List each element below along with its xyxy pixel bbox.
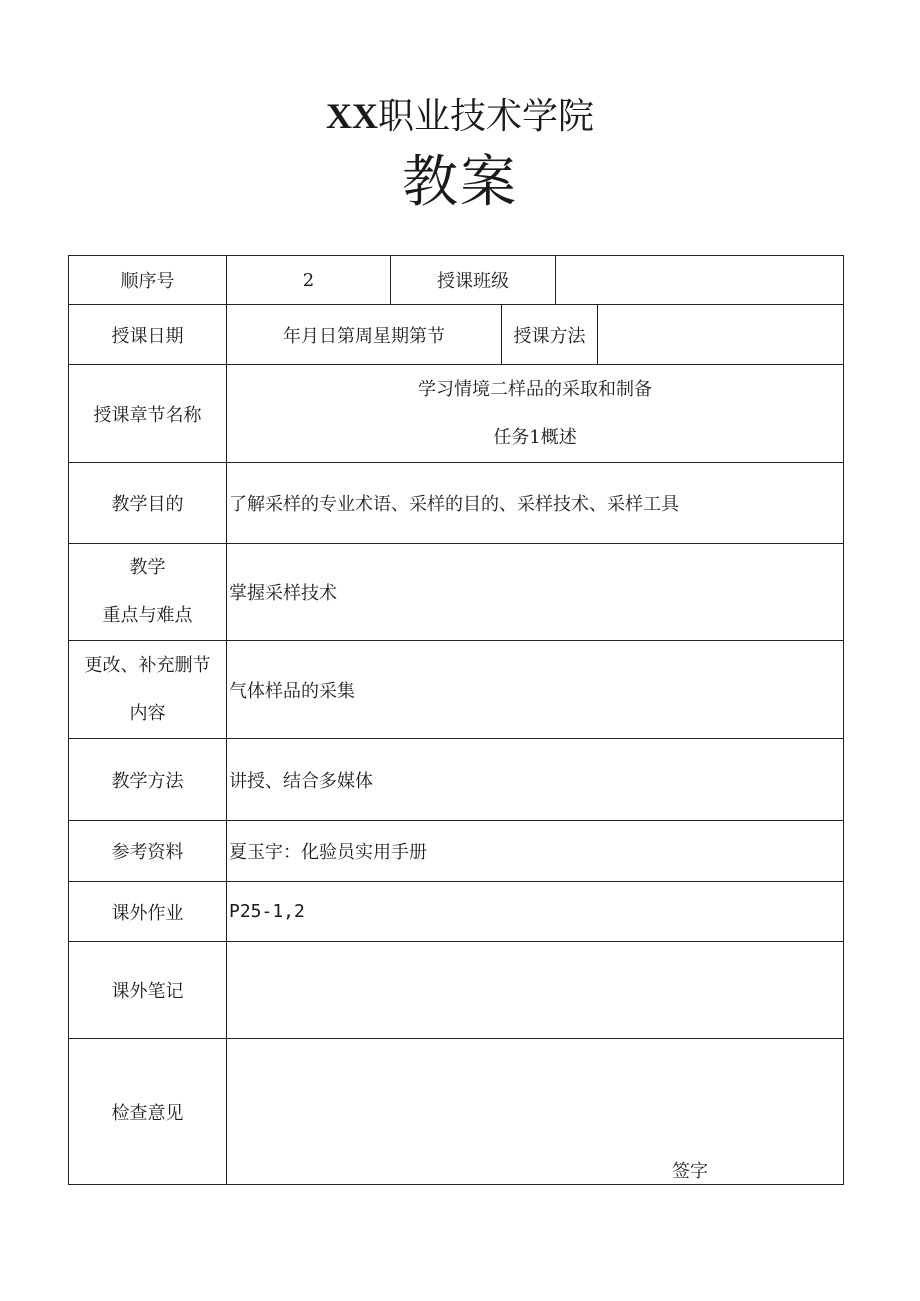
ref-label: 参考资料 (111, 842, 184, 863)
notes-value[interactable] (226, 942, 843, 1038)
chapter-line-2: 任务1概述 (493, 426, 577, 448)
chapter-value[interactable] (226, 365, 843, 462)
row-teaching-method (69, 739, 843, 821)
seq-value[interactable]: 2 (226, 256, 390, 304)
method-label: 授课方法 (501, 305, 597, 364)
row-sequence (69, 256, 843, 305)
review-label: 检查意见 (111, 1102, 184, 1124)
goal-label: 教学目的 (111, 494, 184, 515)
document-title: 教案 (402, 150, 518, 215)
row-notes (69, 942, 843, 1039)
key-label-line-1: 教学 (129, 557, 166, 578)
class-value[interactable] (555, 256, 843, 304)
change-label (69, 641, 226, 738)
row-homework (69, 882, 843, 942)
signature-label: 签字 (672, 1161, 708, 1182)
row-references (69, 821, 843, 882)
key-label-line-2: 重点与难点 (102, 605, 193, 626)
chapter-label: 授课章节名称 (93, 404, 202, 426)
teach-method-value[interactable]: 讲授、结合多媒体 (226, 739, 843, 820)
key-value[interactable]: 掌握采样技术 (226, 544, 843, 640)
ref-value[interactable]: 夏玉宇：化验员实用手册 (226, 821, 843, 881)
row-key-points (69, 544, 843, 641)
date-label: 授课日期 (111, 325, 184, 347)
date-value[interactable]: 年月日第周星期第节 (226, 305, 501, 364)
homework-label: 课外作业 (111, 902, 184, 924)
goal-value[interactable]: 了解采样的专业术语、采样的目的、采样技术、采样工具 (226, 463, 843, 543)
chapter-line-1: 学习情境二样品的采取和制备 (418, 378, 652, 400)
teach-method-label: 教学方法 (111, 770, 184, 792)
row-changes (69, 641, 843, 739)
college-title (0, 92, 920, 141)
key-label (69, 544, 226, 640)
row-date (69, 305, 843, 365)
method-value[interactable] (597, 305, 843, 364)
lesson-plan-table (68, 255, 844, 1185)
row-review (69, 1039, 843, 1184)
seq-label: 顺序号 (120, 271, 175, 292)
class-label: 授课班级 (390, 256, 555, 304)
row-goal (69, 463, 843, 544)
review-value[interactable] (226, 1039, 843, 1184)
homework-value[interactable]: P25-1,2 (226, 882, 843, 941)
change-label-line-2: 内容 (129, 702, 166, 724)
college-title-prefix: XX (325, 96, 378, 136)
change-value[interactable]: 气体样品的采集 (226, 641, 843, 738)
college-title-rest: 职业技术学院 (377, 96, 594, 137)
row-chapter (69, 365, 843, 463)
notes-label: 课外笔记 (111, 981, 184, 1002)
change-label-line-1: 更改、补充删节 (84, 654, 211, 676)
